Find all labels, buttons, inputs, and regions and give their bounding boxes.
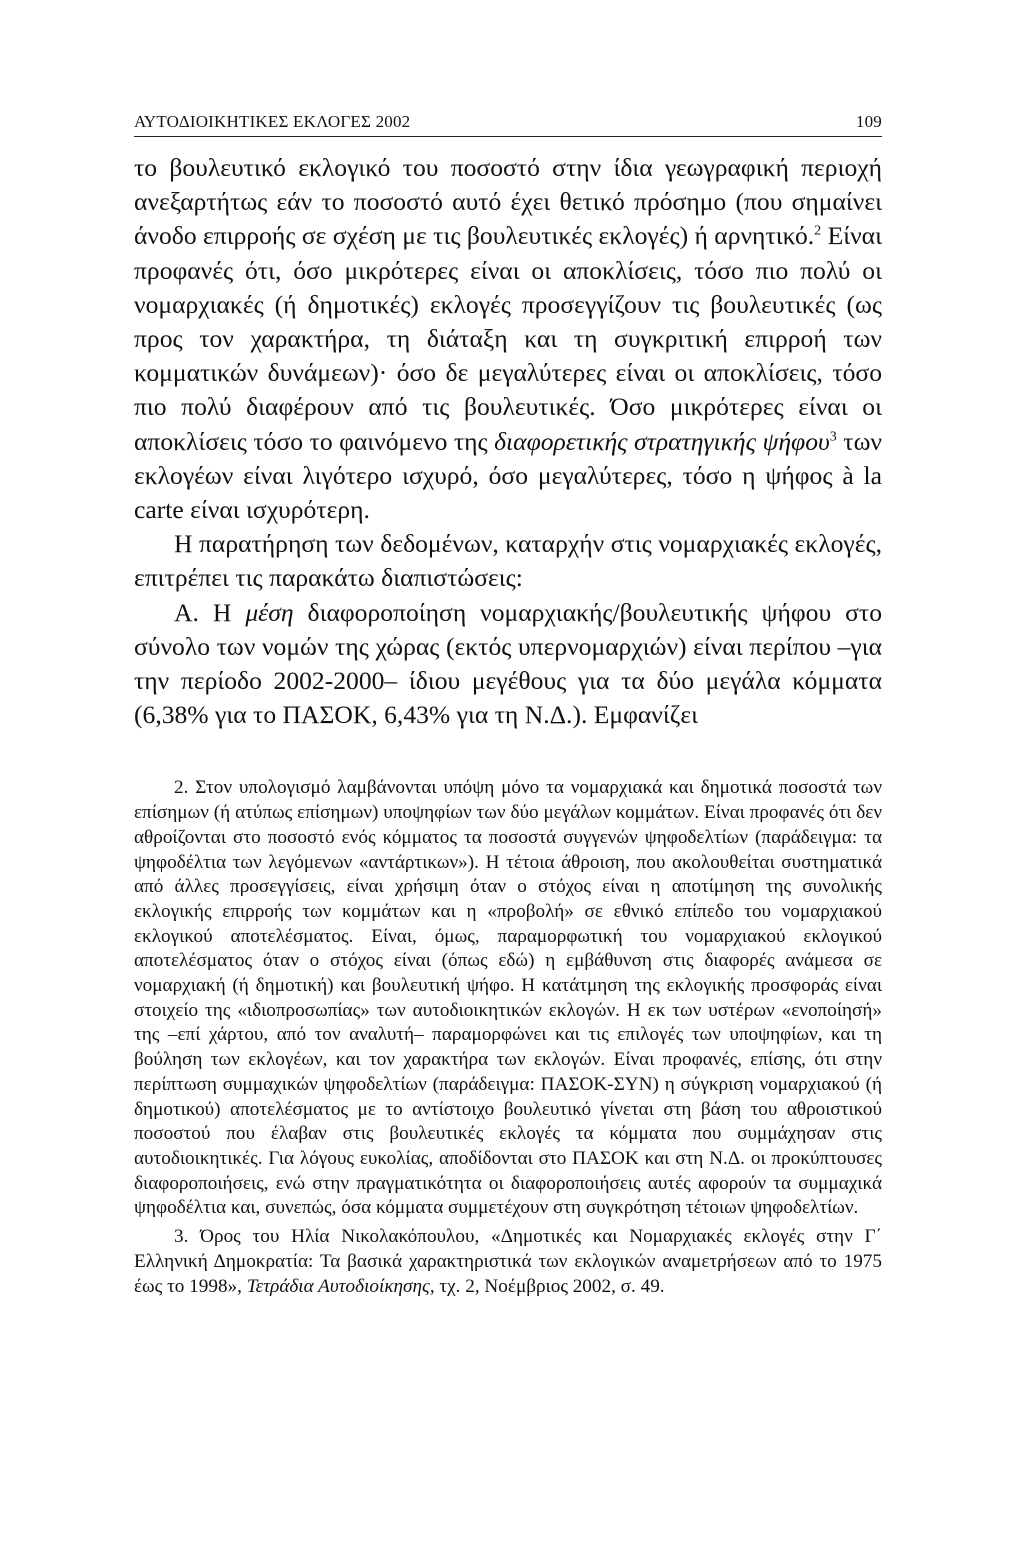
- paragraph-1: [134, 151, 882, 527]
- paragraph-1-italic-term: διαφορετικής στρατηγικής ψήφου: [494, 426, 830, 456]
- footnote-2: 2. Στον υπολογισμό λαμβάνονται υπόψη μόνο τα νομαρχιακά και δημοτικά ποσοστά των επίσημων (ή ατύπως επίσημων) υποψηφίων των δύο μεγάλων κομμάτων. Είναι προφανές ότι δεν αθροίζονται στο ποσοστό ενός κόμματος τα ποσοστά συγγενών ψηφοδελτίων (παράδειγμα: τα ψηφοδέλτια των λεγόμενων «αντάρτικων»). Η τέτοια άθροιση, που ακολουθείται συστηματικά από άλλες προσεγγίσεις, είναι χρήσιμη όταν ο στόχος είναι η αποτίμηση της συνολικής εκλογικής επιρροής των κομμάτων και η «προβολή» σε εθνικό επίπεδο του νομαρχιακού εκλογικού αποτελέσματος. Είναι, όμως, παραμορφωτική του νομαρχιακού εκλογικού αποτελέσματος όταν ο στόχος είναι (όπως εδώ) η εμβάθυνση στις διαφορές ανάμεσα σε νομαρχιακή (ή δημοτική) και βουλευτική ψήφο. Η κατάτμηση της εκλογικής προσφοράς είναι στοιχείο της «ιδιοπροσωπίας» των αυτοδιοικητικών εκλογών. Η εκ των υστέρων «ενοποίησή» της –επί χάρτου, από τον αναλυτή– παραμορφώνει και τις επιλογές των υποψηφίων, και τη βούληση των εκλογέων, και τον χαρακτήρα των εκλογών. Είναι προφανές, επίσης, ότι στην περίπτωση συμμαχικών ψηφοδελτίων (παράδειγμα: ΠΑΣΟΚ-ΣΥΝ) η σύγκριση νομαρχιακού (ή δημοτικού) αποτελέσματος με το αντίστοιχο βουλευτικό γίνεται στη βάση του αθροιστικού ποσοστού που έλαβαν στις βουλευτικές εκλογές τα κόμματα που συμμάχησαν στις αυτοδιοικητικές. Για λόγους ευκολίας, αποδίδονται στο ΠΑΣΟΚ και στη Ν.Δ. οι προκύπτουσες διαφοροποιήσεις, ενώ στην πραγματικότητα οι διαφοροποιήσεις αυτές αφορούν τα συμμαχικά ψηφοδέλτια και, συνεπώς, όσα κόμματα συμμετέχουν στη συγκρότηση τέτοιων ψηφοδελτίων.: [134, 777, 882, 1219]
- paragraph-1-text-c: των εκλογέων είναι λιγότερο ισχυρό, όσο μεγαλύτερες, τόσο η ψήφος à la carte είναι ισχυρότερη.: [134, 426, 883, 525]
- paragraph-3-text-a: Α. Η: [174, 597, 246, 627]
- paragraph-3-text-b: διαφοροποίηση νομαρχιακής/βουλευτικής ψήφου στο σύνολο των νομών της χώρας (εκτός υπερνομαρχιών) είναι περίπου –για την περίοδο 2002-2000– ίδιου μεγέθους για τα δύο μεγάλα κόμματα (6,38% για το ΠΑΣΟΚ, 6,43% για τη Ν.Δ.). Εμφανίζει: [134, 597, 882, 730]
- footnote-3: [134, 1225, 882, 1299]
- running-head-title: ΑΥΤΟΔΙΟΙΚΗΤΙΚΕΣ ΕΚΛΟΓΕΣ 2002: [134, 112, 411, 131]
- footnote-3-text-b: , τχ. 2, Νοέμβριος 2002, σ. 49.: [429, 1275, 665, 1297]
- paragraph-1-text-b: Είναι προφανές ότι, όσο μικρότερες είναι οι αποκλίσεις, τόσο πιο πολύ οι νομαρχιακές (ή δημοτικές) εκλογές προσεγγίζουν τις βουλευτικές (ως προς τον χαρακτήρα, τη διάταξη και τη συγκριτική επιρροή των κομματικών δυνάμεων)· όσο δε μεγαλύτερες είναι οι αποκλίσεις, τόσο πιο πολύ διαφέρουν από τις βουλευτικές. Όσο μικρότερες είναι οι αποκλίσεις τόσο το φαινόμενο της: [134, 221, 882, 456]
- footnote-3-journal-title: Τετράδια Αυτοδιοίκησης: [246, 1275, 430, 1297]
- footnote-3-text-a: 3. Όρος του Ηλία Νικολακόπουλου, «Δημοτικές και Νομαρχιακές εκλογές στην Γ΄ Ελληνική Δημοκρατία: Τα βασικά χαρακτηριστικά των εκλογικών αναμετρήσεων από το 1975 έως το 1998»,: [134, 1226, 882, 1297]
- paragraph-3: [134, 596, 882, 733]
- body-text: [134, 151, 882, 732]
- running-head: [134, 112, 882, 137]
- paragraph-3-italic-term: μέση: [245, 597, 294, 627]
- paragraph-1-text-a: το βουλευτικό εκλογικό του ποσοστό στην ίδια γεωγραφική περιοχή ανεξαρτήτως εάν το ποσοστό αυτό έχει θετικό πρόσημο (που σημαίνει άνοδο επιρροής σε σχέση με τις βουλευτικές εκλογές) ή αρνητικό.: [134, 153, 882, 251]
- page: [134, 112, 882, 1299]
- footnote-ref-3: 3: [829, 428, 837, 445]
- footnote-ref-2: 2: [814, 222, 822, 239]
- footnotes: [134, 776, 882, 1299]
- paragraph-2: Η παρατήρηση των δεδομένων, καταρχήν στις νομαρχιακές εκλογές, επιτρέπει τις παρακάτω διαπιστώσεις:: [134, 529, 882, 593]
- page-number: 109: [855, 112, 882, 131]
